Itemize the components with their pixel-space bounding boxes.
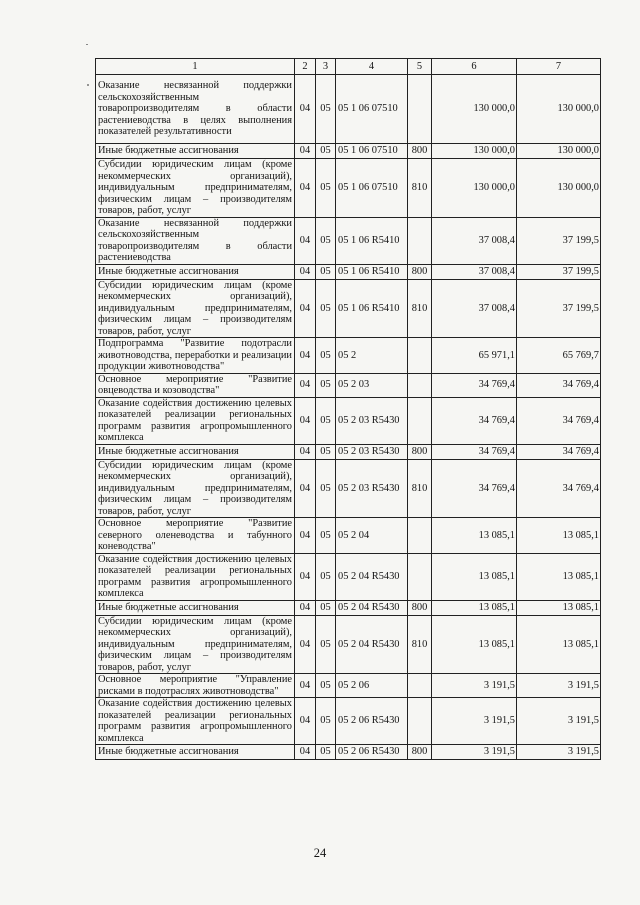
- scan-speck: [87, 84, 89, 86]
- table-row: [96, 518, 601, 554]
- row-name: Основное мероприятие "Развитие северного оленеводства и табунного коневодства": [96, 518, 295, 554]
- row-subsection: 05: [316, 698, 336, 745]
- row-amount-year2: 37 199,5: [517, 279, 601, 338]
- row-target-article: 05 2 03 R5430: [336, 459, 408, 518]
- table-row: [96, 444, 601, 459]
- row-name: Оказание содействия достижению целевых показателей реализации региональных программ развития агропромышленного комплекса: [96, 397, 295, 444]
- row-amount-year2: 37 199,5: [517, 217, 601, 264]
- row-amount-year1: 37 008,4: [432, 264, 517, 279]
- row-name: Оказание содействия достижению целевых показателей реализации региональных программ развития агропромышленного комплекса: [96, 553, 295, 600]
- row-name: Субсидии юридическим лицам (кроме некоммерческих организаций), индивидуальным предпринимателям, физическим лицам – производителям товаров, работ, услуг: [96, 159, 295, 218]
- row-name: Иные бюджетные ассигнования: [96, 144, 295, 159]
- table-row: [96, 373, 601, 397]
- row-section: 04: [295, 279, 316, 338]
- row-expense-type: [408, 397, 432, 444]
- row-section: 04: [295, 444, 316, 459]
- row-target-article: 05 2 06 R5430: [336, 698, 408, 745]
- row-section: 04: [295, 553, 316, 600]
- row-expense-type: 810: [408, 615, 432, 674]
- row-amount-year1: 3 191,5: [432, 674, 517, 698]
- row-amount-year2: 37 199,5: [517, 264, 601, 279]
- row-subsection: 05: [316, 144, 336, 159]
- row-expense-type: 810: [408, 279, 432, 338]
- row-section: 04: [295, 397, 316, 444]
- table-row: [96, 615, 601, 674]
- row-amount-year2: 130 000,0: [517, 75, 601, 144]
- table-row: [96, 553, 601, 600]
- col-header-subsection: 3: [316, 59, 336, 75]
- row-expense-type: [408, 217, 432, 264]
- row-name: Иные бюджетные ассигнования: [96, 444, 295, 459]
- page-number: 24: [313, 846, 327, 860]
- table-header-row: [96, 59, 601, 75]
- row-subsection: 05: [316, 518, 336, 554]
- table-row: [96, 745, 601, 760]
- col-header-section: 2: [295, 59, 316, 75]
- row-target-article: 05 2: [336, 338, 408, 374]
- row-expense-type: [408, 518, 432, 554]
- row-section: 04: [295, 373, 316, 397]
- row-expense-type: 810: [408, 159, 432, 218]
- row-target-article: 05 1 06 R5410: [336, 279, 408, 338]
- row-name: Иные бюджетные ассигнования: [96, 745, 295, 760]
- row-expense-type: [408, 553, 432, 600]
- table-row: [96, 397, 601, 444]
- row-subsection: 05: [316, 264, 336, 279]
- row-section: 04: [295, 264, 316, 279]
- row-section: 04: [295, 159, 316, 218]
- row-name: Субсидии юридическим лицам (кроме некоммерческих организаций), индивидуальным предпринимателям, физическим лицам – производителям товаров, работ, услуг: [96, 279, 295, 338]
- row-amount-year2: 34 769,4: [517, 459, 601, 518]
- table-row: [96, 698, 601, 745]
- table-row: [96, 159, 601, 218]
- row-expense-type: [408, 674, 432, 698]
- row-target-article: 05 2 06: [336, 674, 408, 698]
- row-target-article: 05 2 03 R5430: [336, 444, 408, 459]
- table-row: [96, 264, 601, 279]
- row-amount-year1: 65 971,1: [432, 338, 517, 374]
- table-row: [96, 279, 601, 338]
- row-section: 04: [295, 75, 316, 144]
- row-target-article: 05 2 03: [336, 373, 408, 397]
- row-amount-year2: 34 769,4: [517, 397, 601, 444]
- row-target-article: 05 2 03 R5430: [336, 397, 408, 444]
- col-header-amount-year2: 7: [517, 59, 601, 75]
- scan-speck: [86, 44, 88, 45]
- row-subsection: 05: [316, 674, 336, 698]
- row-expense-type: [408, 338, 432, 374]
- row-name: Оказание содействия достижению целевых показателей реализации региональных программ развития агропромышленного комплекса: [96, 698, 295, 745]
- row-amount-year2: 13 085,1: [517, 615, 601, 674]
- row-name: Оказание несвязанной поддержки сельскохозяйственным товаропроизводителям в области растениеводства в целях выполнения показателей результативности: [96, 75, 295, 144]
- row-name: Иные бюджетные ассигнования: [96, 264, 295, 279]
- col-header-amount-year1: 6: [432, 59, 517, 75]
- row-amount-year2: 13 085,1: [517, 518, 601, 554]
- row-section: 04: [295, 615, 316, 674]
- row-subsection: 05: [316, 373, 336, 397]
- row-target-article: 05 1 06 07510: [336, 144, 408, 159]
- row-amount-year1: 13 085,1: [432, 553, 517, 600]
- row-amount-year1: 34 769,4: [432, 373, 517, 397]
- row-amount-year1: 3 191,5: [432, 745, 517, 760]
- row-expense-type: [408, 75, 432, 144]
- row-amount-year1: 130 000,0: [432, 159, 517, 218]
- row-amount-year2: 3 191,5: [517, 674, 601, 698]
- row-section: 04: [295, 459, 316, 518]
- row-subsection: 05: [316, 217, 336, 264]
- row-target-article: 05 2 04: [336, 518, 408, 554]
- row-subsection: 05: [316, 397, 336, 444]
- row-amount-year1: 13 085,1: [432, 600, 517, 615]
- row-amount-year1: 13 085,1: [432, 615, 517, 674]
- col-header-target-article: 4: [336, 59, 408, 75]
- row-name: Оказание несвязанной поддержки сельскохозяйственным товаропроизводителям в области растениеводства: [96, 217, 295, 264]
- row-subsection: 05: [316, 615, 336, 674]
- row-section: 04: [295, 518, 316, 554]
- row-subsection: 05: [316, 745, 336, 760]
- row-amount-year2: 13 085,1: [517, 600, 601, 615]
- row-section: 04: [295, 144, 316, 159]
- row-subsection: 05: [316, 444, 336, 459]
- budget-table: [95, 58, 601, 760]
- row-expense-type: 800: [408, 264, 432, 279]
- row-target-article: 05 1 06 07510: [336, 159, 408, 218]
- row-target-article: 05 2 04 R5430: [336, 553, 408, 600]
- row-section: 04: [295, 745, 316, 760]
- table-row: [96, 75, 601, 144]
- row-amount-year2: 13 085,1: [517, 553, 601, 600]
- row-name: Субсидии юридическим лицам (кроме некоммерческих организаций), индивидуальным предпринимателям, физическим лицам – производителям товаров, работ, услуг: [96, 459, 295, 518]
- row-name: Основное мероприятие "Развитие овцеводства и козоводства": [96, 373, 295, 397]
- row-name: Основное мероприятие "Управление рисками в подотраслях животноводства": [96, 674, 295, 698]
- row-target-article: 05 2 04 R5430: [336, 615, 408, 674]
- row-name: Субсидии юридическим лицам (кроме некоммерческих организаций), индивидуальным предпринимателям, физическим лицам – производителям товаров, работ, услуг: [96, 615, 295, 674]
- row-target-article: 05 1 06 R5410: [336, 217, 408, 264]
- row-amount-year2: 65 769,7: [517, 338, 601, 374]
- row-section: 04: [295, 217, 316, 264]
- row-expense-type: [408, 698, 432, 745]
- row-subsection: 05: [316, 553, 336, 600]
- table-row: [96, 600, 601, 615]
- row-expense-type: 810: [408, 459, 432, 518]
- row-expense-type: 800: [408, 444, 432, 459]
- row-amount-year1: 34 769,4: [432, 459, 517, 518]
- row-target-article: 05 2 04 R5430: [336, 600, 408, 615]
- row-name: Иные бюджетные ассигнования: [96, 600, 295, 615]
- row-amount-year2: 130 000,0: [517, 144, 601, 159]
- row-amount-year1: 130 000,0: [432, 144, 517, 159]
- row-section: 04: [295, 338, 316, 374]
- row-amount-year1: 34 769,4: [432, 444, 517, 459]
- row-amount-year1: 130 000,0: [432, 75, 517, 144]
- row-subsection: 05: [316, 279, 336, 338]
- row-amount-year2: 3 191,5: [517, 698, 601, 745]
- row-amount-year1: 13 085,1: [432, 518, 517, 554]
- row-expense-type: 800: [408, 745, 432, 760]
- row-section: 04: [295, 600, 316, 615]
- row-amount-year1: 37 008,4: [432, 217, 517, 264]
- row-amount-year1: 3 191,5: [432, 698, 517, 745]
- row-subsection: 05: [316, 159, 336, 218]
- row-amount-year2: 130 000,0: [517, 159, 601, 218]
- row-name: Подпрограмма "Развитие подотрасли животноводства, переработки и реализации продукции животноводства": [96, 338, 295, 374]
- row-amount-year2: 3 191,5: [517, 745, 601, 760]
- budget-table-container: [95, 58, 600, 760]
- table-row: [96, 459, 601, 518]
- row-subsection: 05: [316, 459, 336, 518]
- row-subsection: 05: [316, 75, 336, 144]
- row-amount-year2: 34 769,4: [517, 444, 601, 459]
- col-header-expense-type: 5: [408, 59, 432, 75]
- row-amount-year1: 34 769,4: [432, 397, 517, 444]
- row-subsection: 05: [316, 600, 336, 615]
- row-target-article: 05 1 06 R5410: [336, 264, 408, 279]
- row-expense-type: 800: [408, 600, 432, 615]
- row-expense-type: 800: [408, 144, 432, 159]
- table-row: [96, 338, 601, 374]
- row-amount-year1: 37 008,4: [432, 279, 517, 338]
- row-amount-year2: 34 769,4: [517, 373, 601, 397]
- table-body: [96, 75, 601, 760]
- row-target-article: 05 1 06 07510: [336, 75, 408, 144]
- table-row: [96, 144, 601, 159]
- row-expense-type: [408, 373, 432, 397]
- table-row: [96, 674, 601, 698]
- col-header-name: 1: [96, 59, 295, 75]
- row-section: 04: [295, 674, 316, 698]
- table-row: [96, 217, 601, 264]
- row-section: 04: [295, 698, 316, 745]
- row-target-article: 05 2 06 R5430: [336, 745, 408, 760]
- row-subsection: 05: [316, 338, 336, 374]
